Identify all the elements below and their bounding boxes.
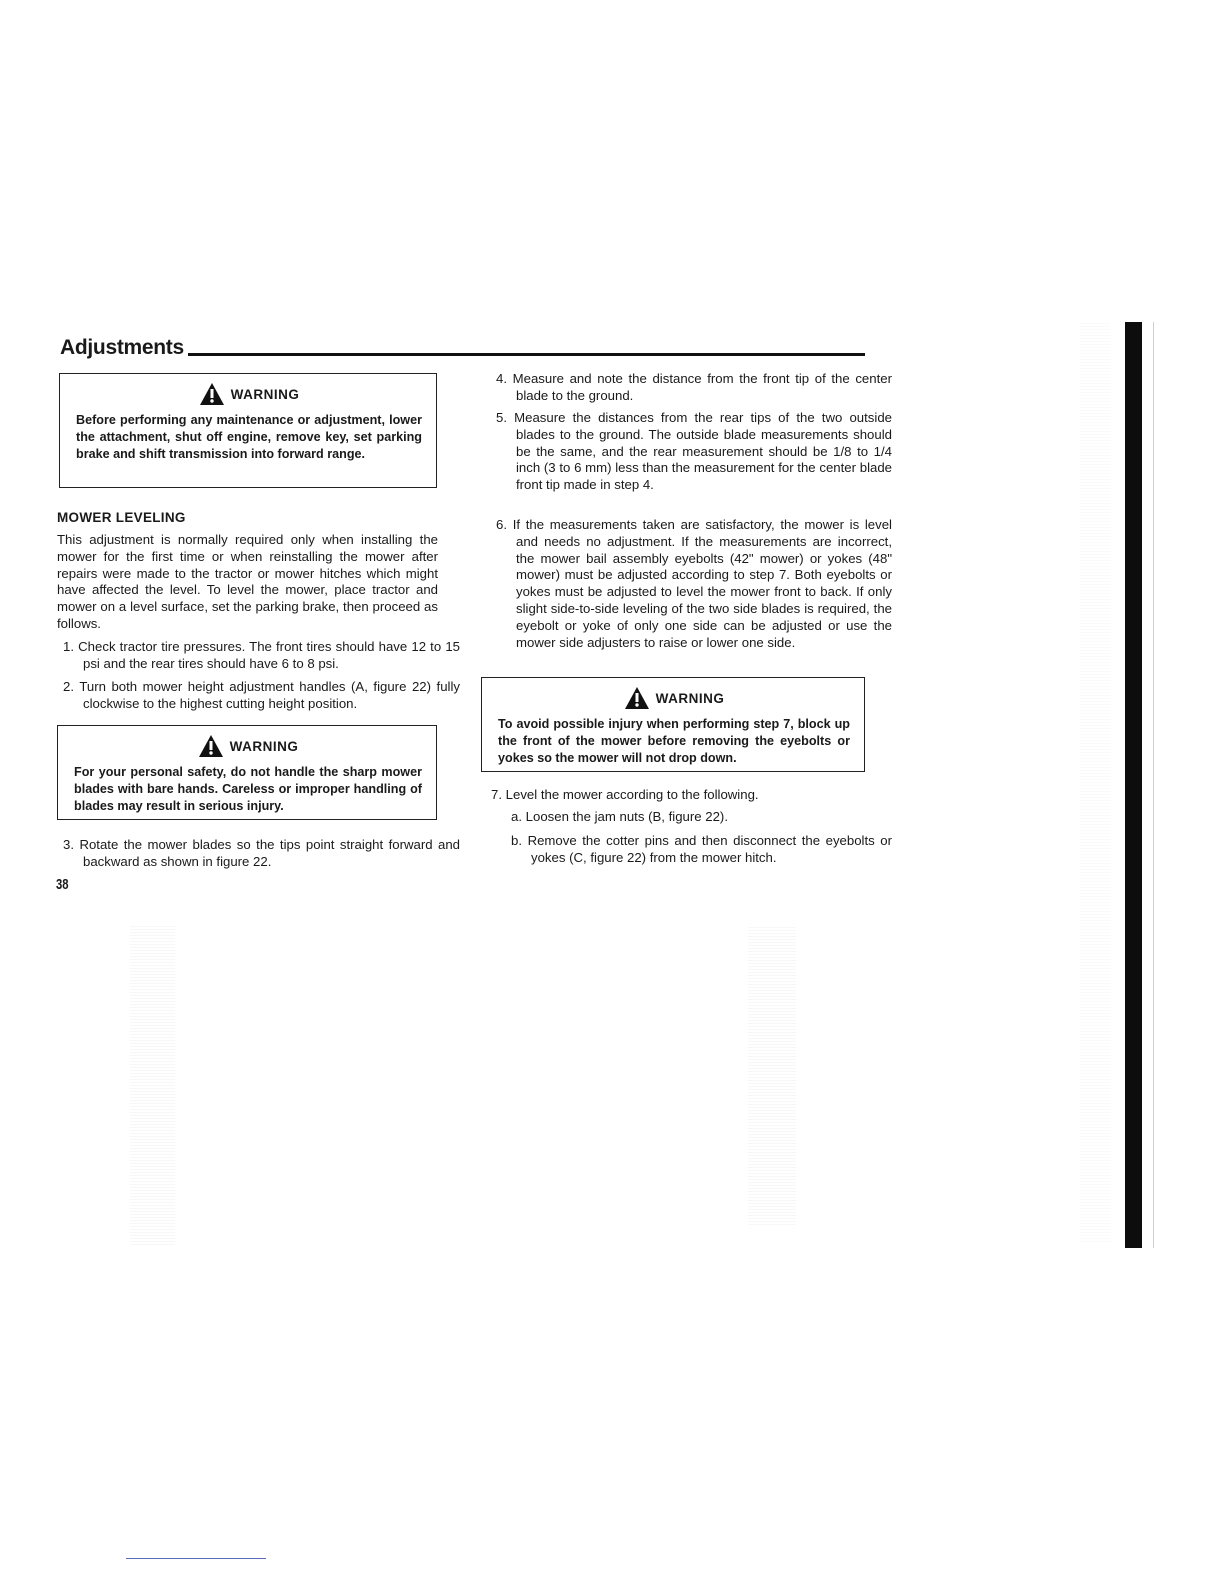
warning-box-3: [481, 677, 865, 772]
warning-label: WARNING: [655, 690, 725, 706]
step-6: [494, 517, 892, 651]
page-title: Adjustments: [60, 336, 184, 359]
warning-box-1: [59, 373, 437, 488]
bottom-rule: [126, 1558, 266, 1559]
step-7: [489, 787, 892, 804]
warning-text: To avoid possible injury when performing step 7, block up the front of the mower before removing the eyebolts or yokes so the mower will not drop down.: [498, 717, 850, 765]
scan-noise-right: [1080, 322, 1110, 1242]
step-text: If the measurements taken are satisfactory, the mower is level and needs no adjustment. If the measurements are incorrect, the mower bail assembly eyebolts (42" mower) or yokes (48" mower) must be adjusted according to step 7. Both eyebolts or yokes must be adjusted to level the mower front to back. If only slight side-to-side leveling of the two side blades is required, the eyebolt or yoke of only one side can be adjusted or use the mower side adjusters to raise or lower one side.: [512, 517, 892, 650]
step-number: 7.: [491, 787, 502, 802]
scan-noise-mid: [748, 925, 796, 1225]
step-text: Measure and note the distance from the front tip of the center blade to the ground.: [512, 371, 892, 403]
substep-letter: b.: [511, 833, 522, 848]
step-number: 2.: [63, 679, 74, 694]
step-text: Check tractor tire pressures. The front tires should have 12 to 15 psi and the rear tires should have 6 to 8 psi.: [78, 639, 460, 671]
section-subheading: MOWER LEVELING: [57, 510, 186, 525]
step-3: [61, 837, 460, 871]
warning-text: For your personal safety, do not handle the sharp mower blades with bare hands. Careless or improper handling of blades may result in serious injury.: [74, 765, 422, 813]
step-number: 3.: [63, 837, 74, 852]
warning-label: WARNING: [230, 386, 300, 402]
scan-noise-left: [130, 925, 175, 1245]
step-text: Turn both mower height adjustment handles (A, figure 22) fully clockwise to the highest cutting height position.: [79, 679, 460, 711]
warning-text: Before performing any maintenance or adjustment, lower the attachment, shut off engine, remove key, set parking brake and shift transmission into forward range.: [76, 413, 422, 461]
step-text: Level the mower according to the following.: [505, 787, 759, 802]
step-number: 5.: [496, 410, 507, 425]
step-text: Measure the distances from the rear tips of the two outside blades to the ground. The outside blade measurements should be the same, and the rear measurement should be 1/8 to 1/4 inch (3 to 6 mm) less than the measurement for the center blade front tip made in step 4.: [514, 410, 892, 493]
warning-triangle-icon: [198, 734, 224, 758]
warning-triangle-icon: [199, 382, 225, 406]
warning-box-2: [57, 725, 437, 820]
title-rule: [188, 353, 865, 356]
step-text: Rotate the mower blades so the tips point straight forward and backward as shown in figure 22.: [79, 837, 460, 869]
substep-text: Loosen the jam nuts (B, figure 22).: [525, 809, 728, 824]
substep-letter: a.: [511, 809, 522, 824]
page-number: 38: [56, 876, 69, 893]
step-number: 6.: [496, 517, 507, 532]
step-4: [494, 371, 892, 405]
warning-header: [498, 686, 850, 710]
warning-header: [76, 382, 422, 406]
step-2: [61, 679, 460, 713]
step-number: 4.: [496, 371, 507, 386]
substep-b: [509, 833, 892, 867]
step-number: 1.: [63, 639, 74, 654]
step-1: [61, 639, 460, 673]
step-5: [494, 410, 892, 494]
substep-text: Remove the cotter pins and then disconnect the eyebolts or yokes (C, figure 22) from the mower hitch.: [527, 833, 893, 865]
intro-paragraph: This adjustment is normally required only when installing the mower for the first time or when reinstalling the mower after repairs were made to the tractor or mower hitches which might have affected the level. To level the mower, place tractor and mower on a level surface, set the parking brake, then proceed as follows.: [57, 532, 438, 631]
scan-edge-line: [1153, 322, 1154, 1248]
warning-triangle-icon: [624, 686, 650, 710]
substep-a: [509, 809, 892, 826]
warning-header: [74, 734, 422, 758]
warning-label: WARNING: [229, 738, 299, 754]
scan-edge-bar: [1125, 322, 1142, 1248]
